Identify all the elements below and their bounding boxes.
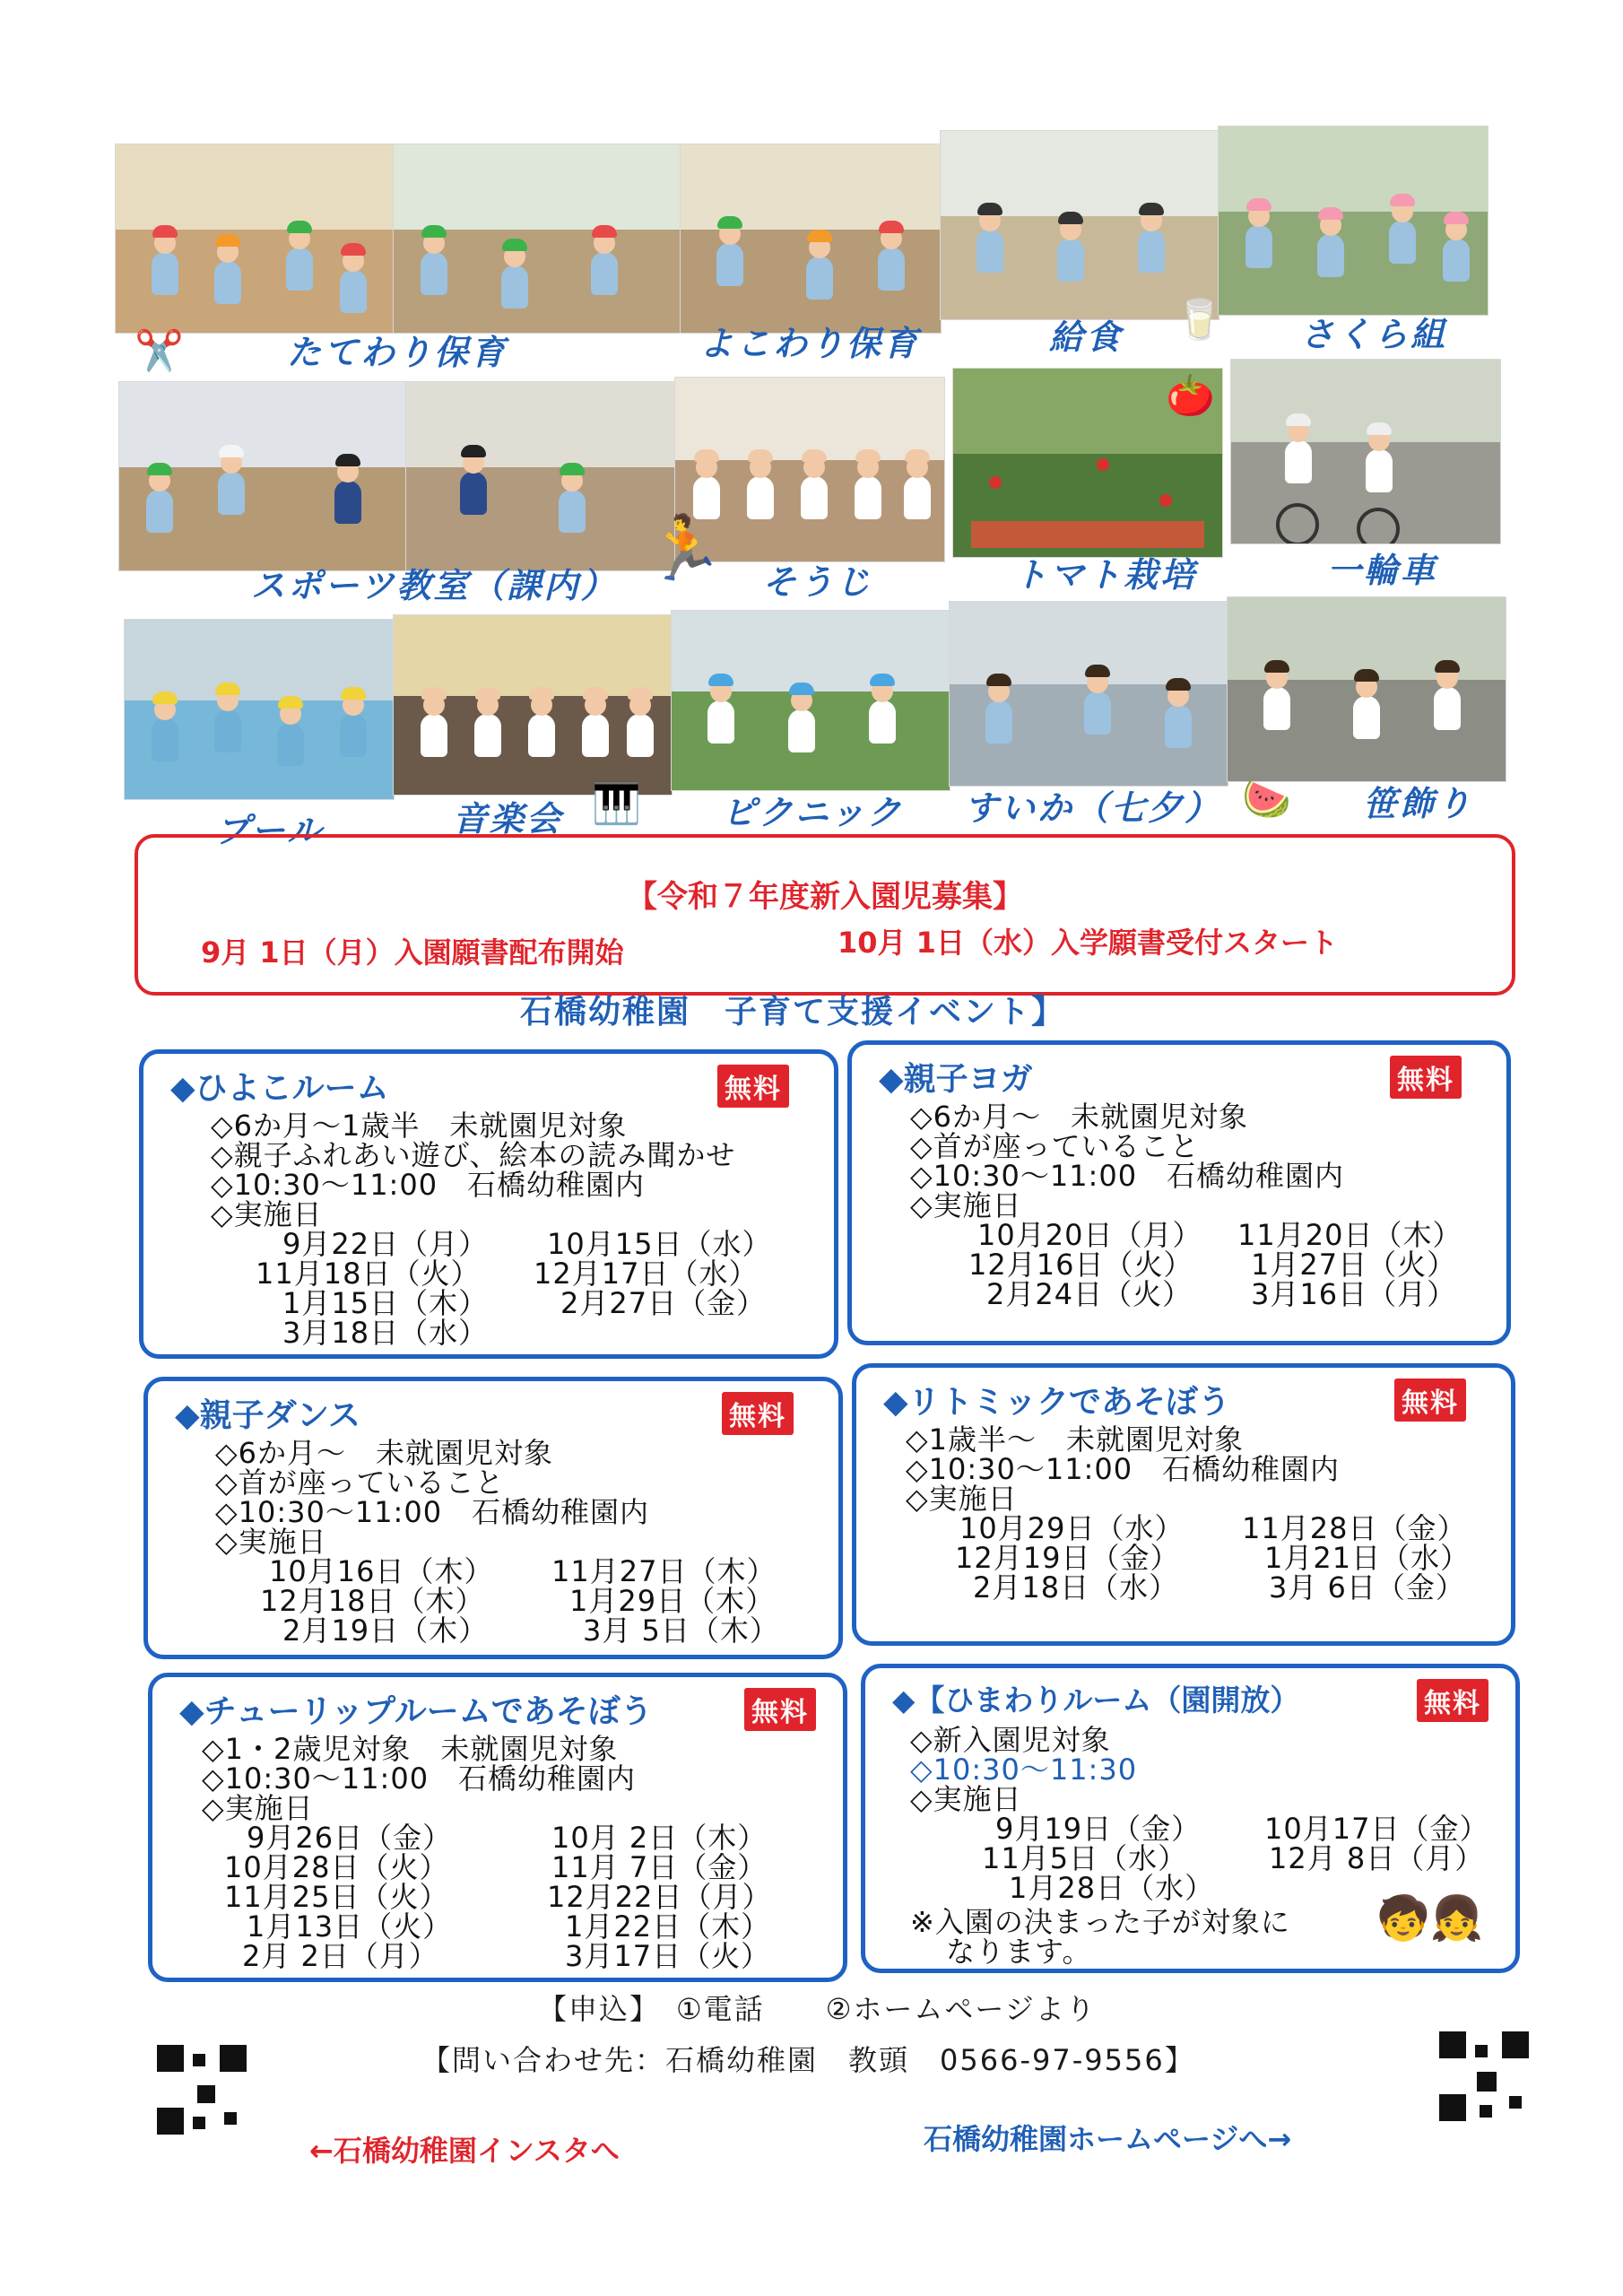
caption-tatewari: たてわり保育 — [287, 333, 508, 372]
photo-pool — [124, 619, 395, 800]
watermelon-icon: 🍉 — [1242, 777, 1291, 822]
event-date: 10月17日（金） — [1264, 1812, 1489, 1846]
photo-picnic — [671, 610, 950, 791]
qr-code-instagram[interactable] — [157, 2045, 247, 2135]
photo-tatewari — [115, 144, 395, 334]
event-date: 1月13日（火） — [247, 1909, 453, 1944]
event-date: 12月 8日（月） — [1269, 1841, 1485, 1875]
event-date: 3月 6日（金） — [1269, 1570, 1465, 1605]
photo-sports-2 — [405, 381, 676, 571]
photo-ongaku — [393, 614, 673, 796]
free-badge: 無料 — [1417, 1679, 1488, 1722]
event-line: ◇実施日 — [215, 1525, 327, 1559]
caption-ongaku: 音楽会 — [453, 799, 564, 839]
events-heading: 石橋幼稚園 子育て支援イベント】 — [520, 994, 1066, 1031]
instagram-link[interactable]: ←石橋幼稚園インスタへ — [309, 2134, 620, 2168]
event-line: ◇首が座っていること — [215, 1465, 505, 1500]
event-date: 11月 7日（金） — [551, 1850, 768, 1884]
event-line: ◇10:30～11:30 — [910, 1752, 1138, 1787]
tomato-icon: 🍅 — [1166, 373, 1215, 419]
event-title: ◆【ひまわりルーム（園開放） — [892, 1683, 1300, 1718]
apply-methods: 【申込】 ①電話 ②ホームページより — [538, 1992, 1097, 2026]
photo-sakura — [1218, 126, 1488, 316]
event-date: 3月17日（火） — [565, 1939, 771, 1973]
event-line: ◇実施日 — [906, 1482, 1018, 1516]
caption-sasa: 笹飾り — [1363, 784, 1474, 823]
event-line: ◇10:30～11:00 石橋幼稚園内 — [906, 1452, 1341, 1486]
caption-suika: すいか（七夕） — [964, 788, 1222, 828]
event-date: 10月16日（木） — [269, 1554, 494, 1588]
event-title: ◆ひよこルーム — [170, 1070, 389, 1107]
free-badge: 無料 — [1394, 1378, 1466, 1422]
event-date: 9月22日（月） — [282, 1227, 489, 1261]
recruitment-title: 【令和７年度新入園児募集】 — [627, 879, 1023, 915]
event-date: 1月29日（木） — [569, 1584, 776, 1618]
event-date: 10月15日（水） — [547, 1227, 772, 1261]
caption-sakura: さくら組 — [1300, 315, 1448, 354]
event-line: ◇実施日 — [910, 1782, 1022, 1816]
photo-suika — [949, 601, 1228, 787]
event-hiyoko-room — [139, 1049, 838, 1359]
event-date: 1月28日（水） — [1009, 1871, 1215, 1905]
event-note: なります。 — [946, 1935, 1092, 1969]
caption-picnic: ピクニック — [722, 793, 904, 832]
recruitment-acceptance-start: 10月 1日（水）入学願書受付スタート — [838, 926, 1338, 960]
event-title: ◆リトミックであそぼう — [883, 1384, 1230, 1421]
photo-ichirin — [1230, 359, 1501, 544]
caption-sports: スポーツ教室（課内） — [251, 566, 618, 605]
event-note: ※入園の決まった子が対象に — [910, 1905, 1290, 1939]
event-line: ◇実施日 — [202, 1791, 314, 1825]
event-date: 10月29日（水） — [959, 1511, 1185, 1545]
event-date: 1月15日（木） — [282, 1286, 489, 1320]
event-date: 2月18日（水） — [973, 1570, 1179, 1605]
event-date: 1月22日（木） — [565, 1909, 771, 1944]
caption-souji: そうじ — [762, 562, 873, 602]
piano-icon: 🎹 — [592, 781, 641, 827]
event-line: ◇1・2歳児対象 未就園児対象 — [202, 1732, 619, 1766]
free-badge: 無料 — [1390, 1056, 1462, 1099]
event-tulip-room — [148, 1673, 847, 1982]
recruitment-box — [135, 834, 1515, 996]
event-line: ◇1歳半～ 未就園児対象 — [906, 1422, 1244, 1457]
photo-sasa — [1227, 596, 1506, 782]
event-date: 12月16日（火） — [968, 1248, 1193, 1282]
event-date: 9月19日（金） — [995, 1812, 1202, 1846]
photo-yokowari-2 — [680, 144, 942, 334]
qr-code-homepage[interactable] — [1439, 2031, 1529, 2121]
scissors-icon: ✂️ — [135, 328, 184, 374]
children-icon: 🧒👧 — [1376, 1893, 1484, 1944]
event-line: ◇10:30～11:00 石橋幼稚園内 — [215, 1495, 650, 1529]
caption-kyushoku: 給食 — [1049, 317, 1124, 357]
event-line: ◇10:30～11:00 石橋幼稚園内 — [211, 1168, 646, 1202]
event-date: 2月 2日（月） — [242, 1939, 438, 1973]
event-line: ◇6か月～ 未就園児対象 — [910, 1100, 1248, 1134]
event-date: 11月5日（水） — [982, 1841, 1188, 1875]
event-date: 2月27日（金） — [560, 1286, 767, 1320]
running-kid-icon: 🏃 — [646, 511, 725, 585]
event-oyako-yoga — [847, 1040, 1511, 1345]
free-badge: 無料 — [722, 1392, 794, 1435]
event-date: 1月27日（火） — [1251, 1248, 1457, 1282]
event-date: 11月20日（木） — [1237, 1218, 1462, 1252]
event-line: ◇親子ふれあい遊び、絵本の読み聞かせ — [211, 1138, 736, 1172]
caption-tomato: トマト栽培 — [1013, 555, 1198, 595]
event-line: ◇6か月～ 未就園児対象 — [215, 1436, 553, 1470]
event-date: 11月25日（火） — [224, 1880, 449, 1914]
event-oyako-dance — [143, 1377, 843, 1659]
event-date: 2月19日（木） — [282, 1613, 489, 1648]
event-date: 10月28日（火） — [224, 1850, 449, 1884]
event-date: 3月16日（月） — [1251, 1277, 1457, 1311]
photo-sports — [118, 381, 407, 571]
caption-ichirin: 一輪車 — [1327, 551, 1438, 590]
event-line: ◇実施日 — [211, 1197, 323, 1231]
event-date: 12月19日（金） — [955, 1541, 1180, 1575]
event-date: 3月 5日（木） — [583, 1613, 779, 1648]
event-date: 12月17日（水） — [534, 1257, 759, 1291]
event-title: ◆親子ヨガ — [879, 1061, 1033, 1098]
event-date: 12月18日（木） — [260, 1584, 485, 1618]
event-line: ◇10:30～11:00 石橋幼稚園内 — [910, 1159, 1345, 1193]
event-title: ◆チューリップルームであそぼう — [179, 1693, 653, 1730]
event-himawari-room — [861, 1664, 1520, 1973]
event-date: 9月26日（金） — [247, 1821, 453, 1855]
caption-yokowari: よこわり保育 — [699, 324, 921, 363]
event-line: ◇実施日 — [910, 1188, 1022, 1222]
photo-kyushoku — [940, 130, 1219, 320]
event-date: 10月20日（月） — [977, 1218, 1202, 1252]
event-date: 10月 2日（木） — [551, 1821, 768, 1855]
event-line: ◇首が座っていること — [910, 1129, 1200, 1163]
event-date: 3月18日（水） — [282, 1316, 489, 1350]
caption-pool: プール — [215, 811, 325, 850]
event-date: 11月27日（木） — [551, 1554, 777, 1588]
event-title: ◆親子ダンス — [175, 1397, 360, 1434]
event-date: 2月24日（火） — [986, 1277, 1193, 1311]
inquiry-contact: 【問い合わせ先：石橋幼稚園 教頭 0566-97-9556】 — [421, 2043, 1195, 2077]
event-rhythmic — [852, 1363, 1515, 1646]
homepage-link[interactable]: 石橋幼稚園ホームページへ→ — [924, 2122, 1292, 2156]
event-date: 12月22日（月） — [547, 1880, 772, 1914]
event-line: ◇6か月～1歳半 未就園児対象 — [211, 1109, 628, 1143]
event-date: 1月21日（水） — [1264, 1541, 1471, 1575]
photo-yokowari — [393, 144, 681, 334]
event-line: ◇新入園児対象 — [910, 1723, 1111, 1757]
free-badge: 無料 — [744, 1688, 816, 1731]
event-date: 11月28日（金） — [1242, 1511, 1467, 1545]
recruitment-distribution-start: 9月 1日（月）入園願書配布開始 — [201, 935, 624, 970]
free-badge: 無料 — [717, 1065, 789, 1108]
milk-icon: 🥛 — [1175, 297, 1224, 343]
event-date: 11月18日（火） — [256, 1257, 481, 1291]
event-line: ◇10:30～11:00 石橋幼稚園内 — [202, 1761, 637, 1796]
